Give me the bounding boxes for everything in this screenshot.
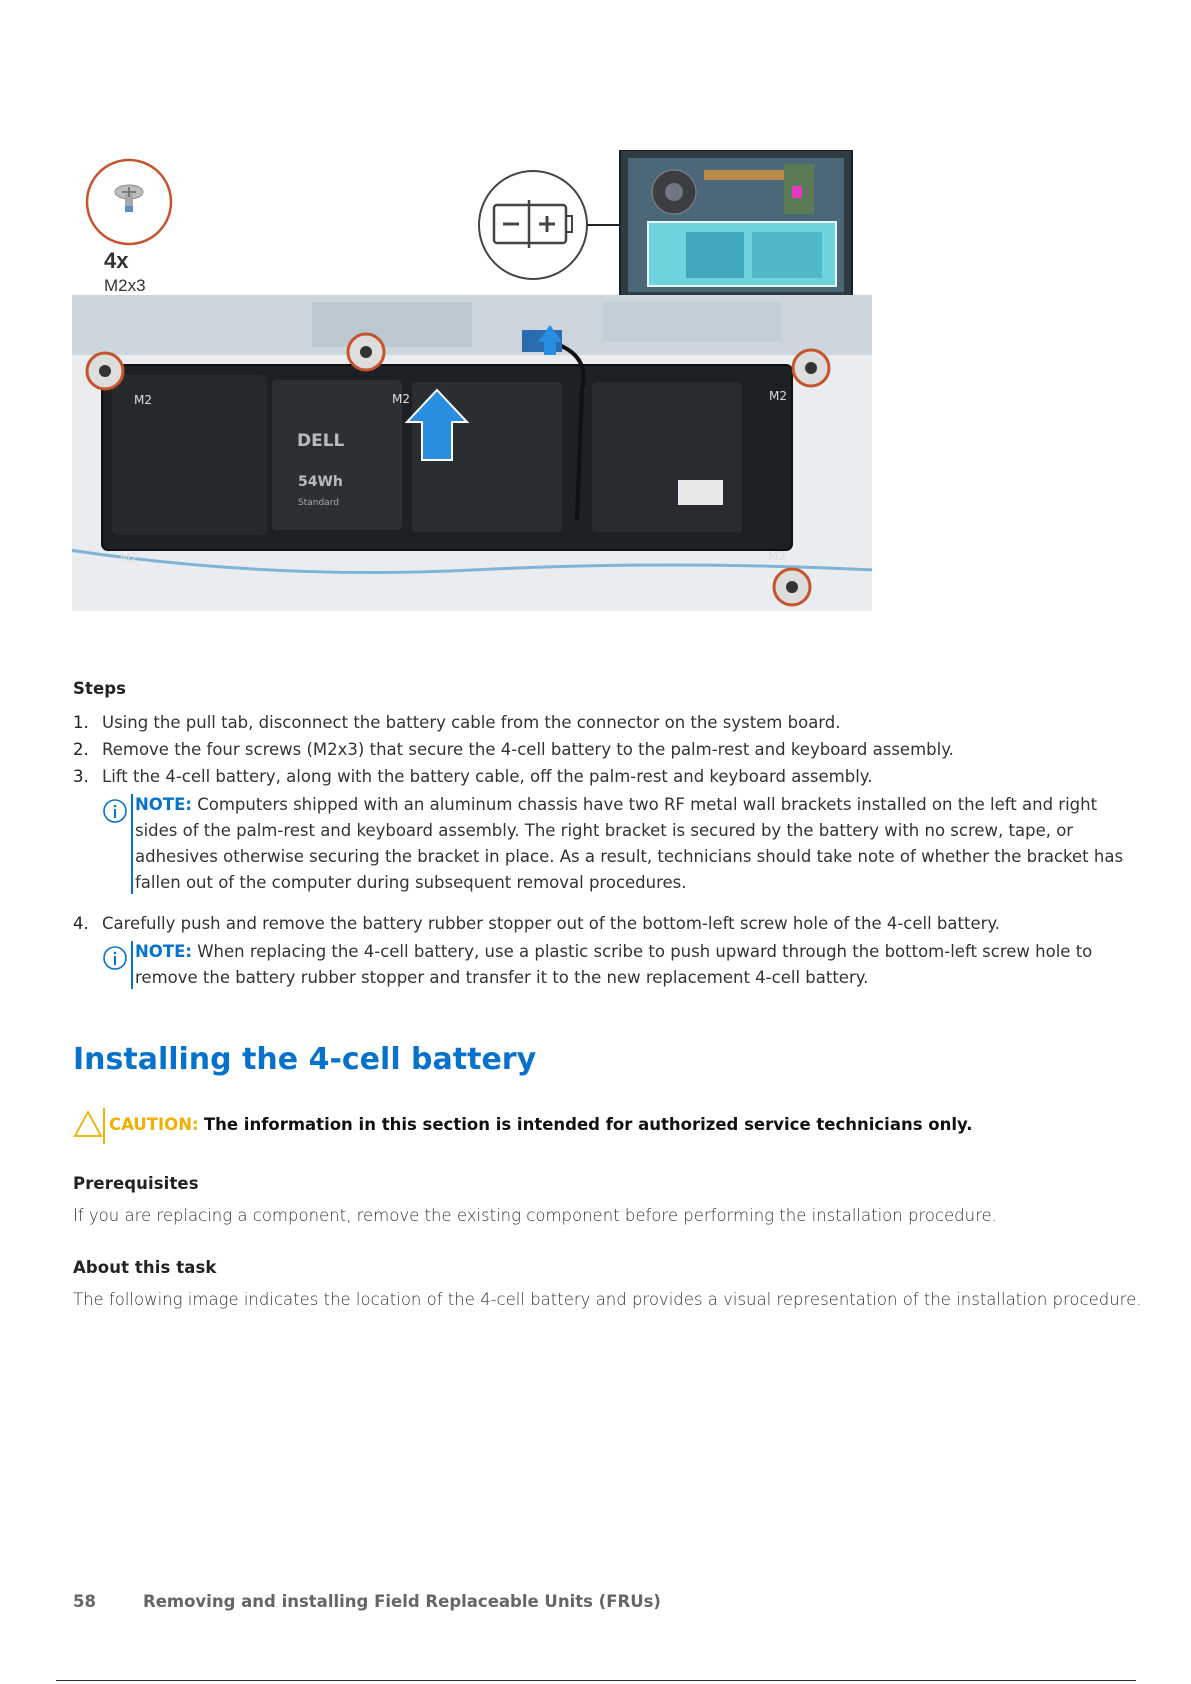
- prerequisites-heading: Prerequisites: [73, 1174, 199, 1193]
- screw-label: M2: [768, 549, 786, 563]
- illustration-graphic: [72, 150, 872, 650]
- steps-heading: Steps: [73, 679, 127, 698]
- step-item: [73, 763, 1133, 790]
- screw-label: M2: [392, 392, 410, 406]
- note-label: NOTE:: [135, 795, 192, 814]
- section-heading: Installing the 4-cell battery: [73, 1042, 537, 1077]
- step-text: Remove the four screws (M2x3) that secure the 4-cell battery to the palm-rest and keyboard assembly.: [102, 740, 954, 759]
- note-text: Computers shipped with an aluminum chassis have two RF metal wall brackets installed on the left and right sides of the palm-rest and keyboard assembly. The right bracket is secured by the battery with no screw, tape, or adhesives otherwise securing the bracket in place. As a result, technicians should take note of whether the bracket has fallen out of the computer during subsequent removal procedures.: [135, 795, 1124, 892]
- step-number: 2.: [73, 740, 89, 759]
- battery-type-label: Standard: [298, 498, 339, 508]
- about-task-text: The following image indicates the location of the 4-cell battery and provides a visual representation of the installation procedure.: [73, 1290, 1142, 1309]
- info-icon: [102, 945, 128, 971]
- battery-closeup-image: [72, 295, 872, 611]
- battery-removal-illustration: [72, 150, 872, 650]
- steps-list: [73, 709, 1133, 991]
- battery-capacity-label: 54Wh: [298, 474, 343, 490]
- screw-label: M2: [134, 393, 152, 407]
- step-text: Lift the 4-cell battery, along with the battery cable, off the palm-rest and keyboard assembly.: [102, 767, 873, 786]
- step-number: 3.: [73, 767, 89, 786]
- caution-text: [109, 1115, 973, 1134]
- note-divider: [131, 794, 133, 894]
- caution-label: CAUTION:: [109, 1115, 199, 1134]
- note-block: [102, 792, 1135, 896]
- screw-label: M2: [769, 389, 787, 403]
- step-item: [73, 736, 1133, 763]
- info-icon: [102, 798, 128, 824]
- screw-callout-icon: [87, 160, 171, 244]
- screw-marker-top-right: [793, 350, 829, 386]
- step-number: 4.: [73, 914, 89, 933]
- screw-size-label: M2x3: [104, 276, 146, 295]
- screw-marker-bottom-right: [774, 569, 810, 605]
- footer-divider: [56, 1680, 1136, 1681]
- screw-count-label: 4x: [104, 248, 129, 273]
- prerequisites-text: If you are replacing a component, remove the existing component before performing the installation procedure.: [73, 1206, 997, 1225]
- step-text: Using the pull tab, disconnect the battery cable from the connector on the system board.: [102, 713, 841, 732]
- caution-block: [73, 1108, 1073, 1144]
- page-number: 58: [73, 1592, 96, 1611]
- step-item: [73, 709, 1133, 736]
- screw-label: M2: [120, 551, 138, 565]
- note-label: NOTE:: [135, 942, 192, 961]
- screw-marker-top-left: [87, 353, 123, 389]
- laptop-overview-image: [620, 150, 852, 300]
- about-task-heading: About this task: [73, 1258, 217, 1277]
- warning-triangle-icon: [73, 1110, 103, 1138]
- battery-brand-label: DELL: [297, 431, 345, 451]
- note-block: [102, 939, 1135, 991]
- caution-message: The information in this section is intended for authorized service technicians only.: [203, 1115, 973, 1134]
- caution-divider: [103, 1108, 105, 1144]
- note-text: When replacing the 4-cell battery, use a plastic scribe to push upward through the bottom-left screw hole to remove the battery rubber stopper and transfer it to the new replacement 4-cell battery.: [135, 942, 1093, 987]
- step-number: 1.: [73, 713, 89, 732]
- footer-title: Removing and installing Field Replaceable Units (FRUs): [143, 1592, 661, 1611]
- step-text: Carefully push and remove the battery rubber stopper out of the bottom-left screw hole of the 4-cell battery.: [102, 914, 1001, 933]
- step-item: [73, 910, 1133, 937]
- note-divider: [131, 941, 133, 989]
- screw-marker-top-middle: [348, 334, 384, 370]
